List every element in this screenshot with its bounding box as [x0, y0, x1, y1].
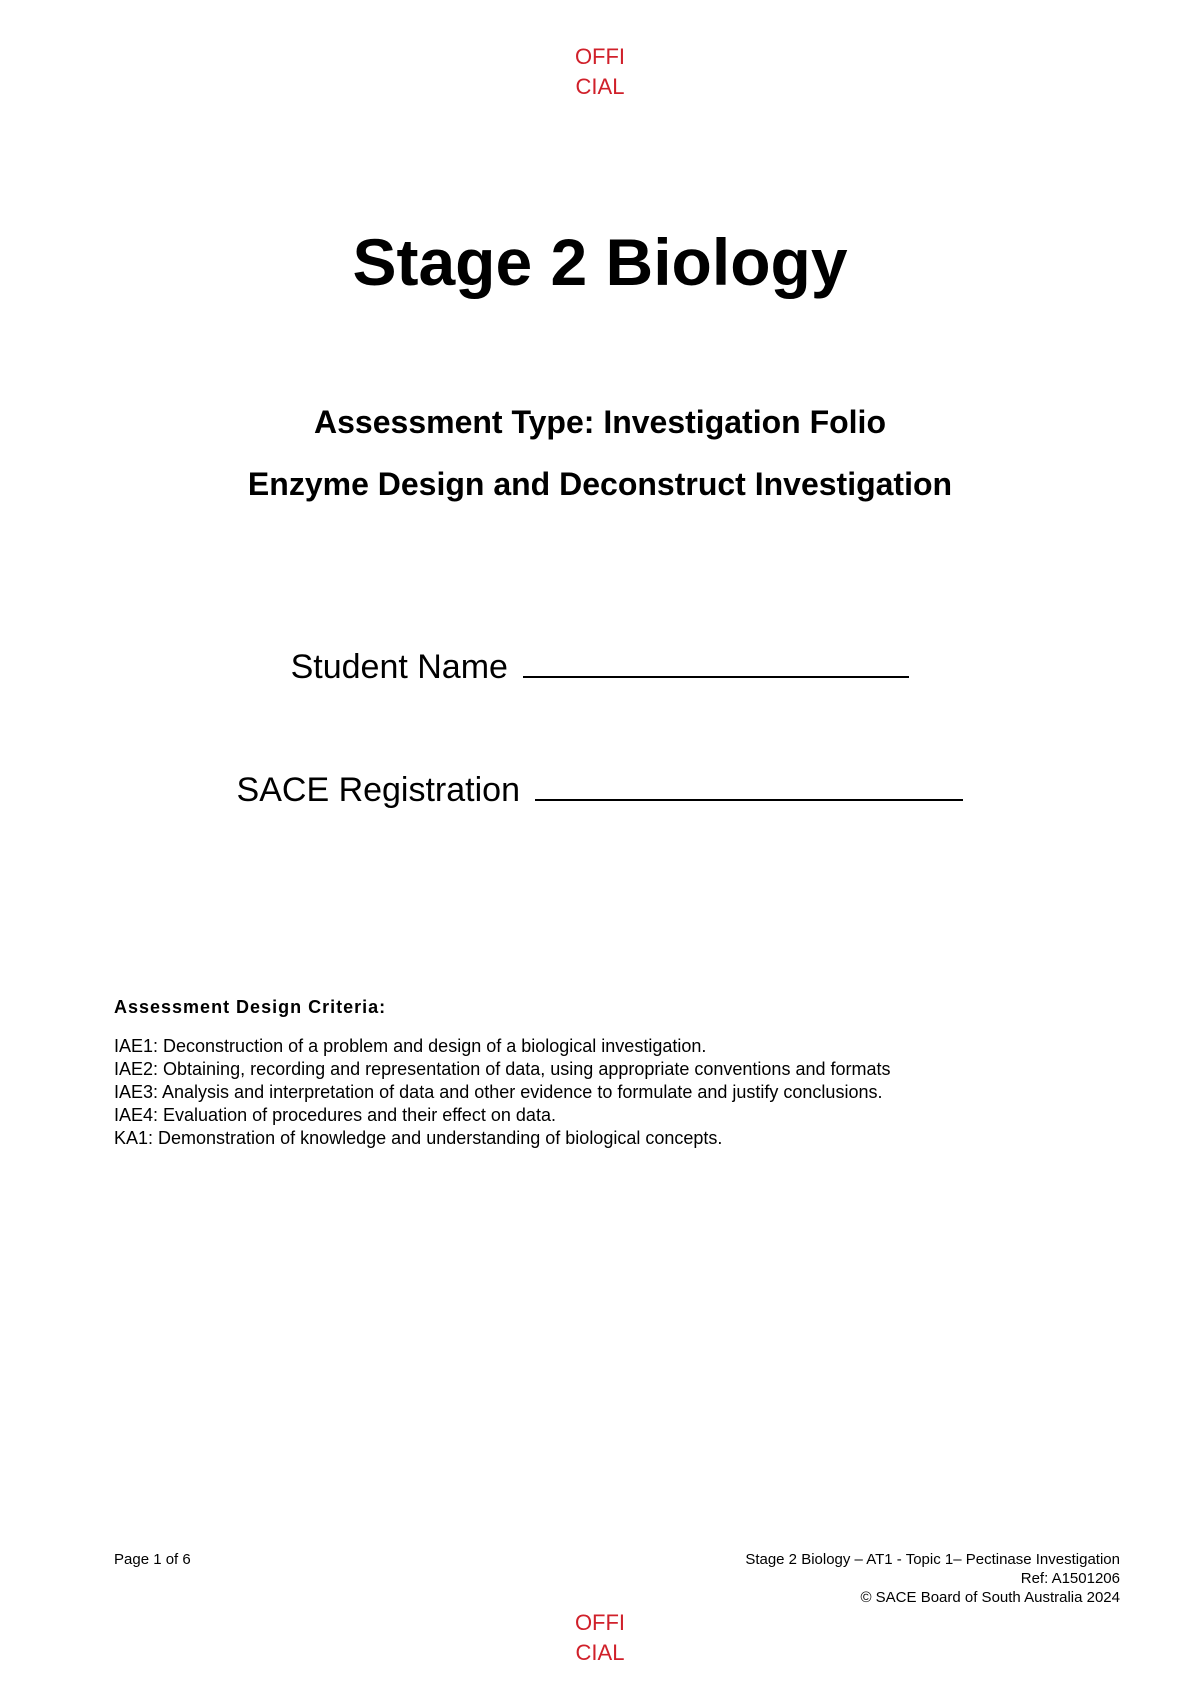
classification-line-1: OFFI — [574, 1610, 626, 1635]
criteria-item-iae3: IAE3: Analysis and interpretation of data and other evidence to formulate and justify conclusions. — [114, 1082, 883, 1102]
document-title: Stage 2 Biology — [352, 225, 848, 299]
sace-registration-label: SACE Registration — [236, 771, 520, 809]
student-name-blank-line[interactable] — [523, 646, 909, 678]
student-name-label: Student Name — [290, 648, 508, 686]
criteria-heading: Assessment Design Criteria: — [114, 997, 387, 1017]
student-name-field — [0, 645, 1200, 689]
classification-line-1: OFFI — [574, 44, 626, 69]
criteria-list — [114, 1035, 1114, 1150]
sace-registration-field — [0, 768, 1200, 812]
classification-line-2: CIAL — [575, 1640, 625, 1665]
criteria-item-iae1: IAE1: Deconstruction of a problem and design of a biological investigation. — [114, 1036, 707, 1056]
footer-doc-title: Stage 2 Biology – AT1 - Topic 1– Pectinase Investigation — [745, 1551, 1120, 1568]
criteria-item-iae2: IAE2: Obtaining, recording and representation of data, using appropriate conventions and formats — [114, 1059, 891, 1079]
page-number: Page 1 of 6 — [114, 1551, 191, 1568]
assessment-criteria-section — [114, 995, 1114, 1150]
criteria-item-ka1: KA1: Demonstration of knowledge and understanding of biological concepts. — [114, 1128, 723, 1148]
assessment-type: Assessment Type: Investigation Folio — [314, 404, 886, 440]
sace-registration-blank-line[interactable] — [535, 769, 963, 801]
investigation-title: Enzyme Design and Deconstruct Investigation — [247, 466, 953, 502]
footer-document-info — [745, 1550, 1120, 1607]
criteria-item-iae4: IAE4: Evaluation of procedures and their effect on data. — [114, 1105, 556, 1125]
classification-line-2: CIAL — [575, 74, 625, 99]
classification-marking-bottom — [0, 1608, 1200, 1668]
footer-copyright: © SACE Board of South Australia 2024 — [860, 1589, 1120, 1606]
classification-marking-top — [0, 42, 1200, 102]
footer-ref: Ref: A1501206 — [1020, 1570, 1120, 1587]
